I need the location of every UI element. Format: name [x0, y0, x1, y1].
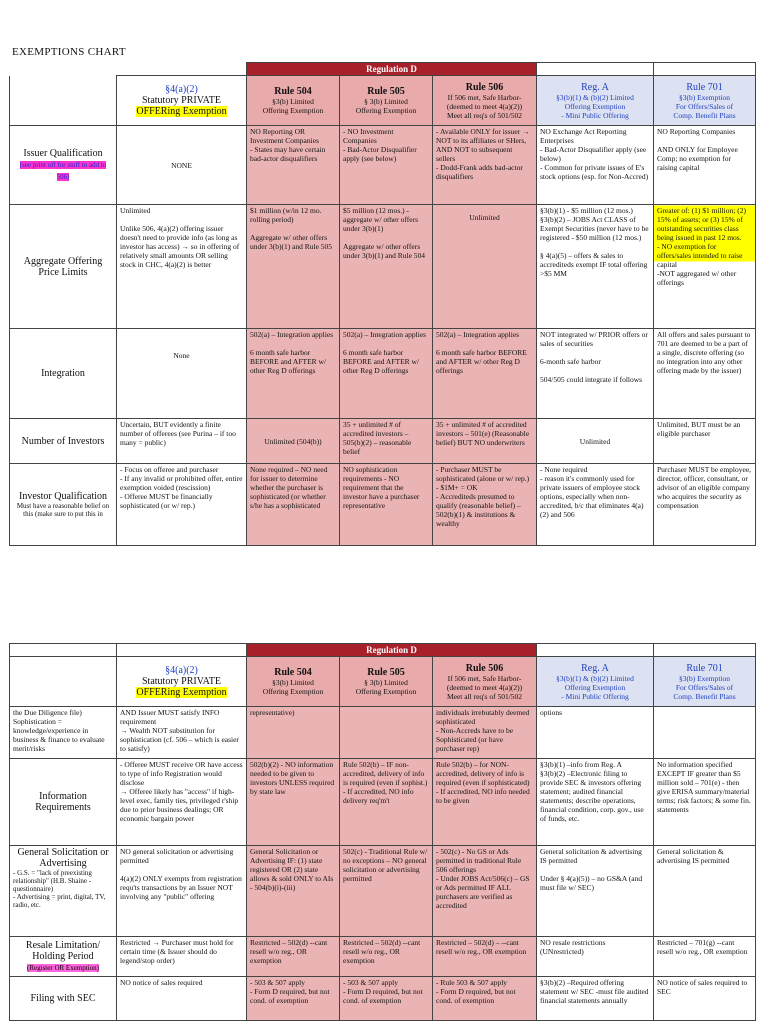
cell-info-4a2: - Offeree MUST receive OR have access to type of info Registration would disclose → Offeree likely has "access" if high-level exec, family ties, privileged r'ship due to prior business dealings; OR economic bargain power	[117, 759, 247, 846]
row-label-issuer: Issuer Qualification (see print off for stuff to add to 506)	[10, 126, 117, 205]
cell-info-505: Rule 502(b) – IF non-accredited, delivery of info is required (even if sophist.) - If accredited, NO info delivery req'm't	[340, 759, 433, 846]
cell-filing-506: - Rule 503 & 507 apply - Form D required, but not cond. of exemption	[433, 977, 537, 1021]
col-head-rule-504: Rule 504 §3(b) Limited Offering Exemption	[247, 76, 340, 126]
cell-aggregate-506: Unlimited	[433, 205, 537, 329]
cell-resale-rega: NO resale restrictions (UNrestricted)	[537, 937, 654, 977]
regulation-d-header: Regulation D	[247, 63, 537, 76]
row-label-number: Number of Investors	[10, 419, 117, 464]
cell-investor-505: NO sophistication requirements - NO requirement that the investor have a purchaser representative	[340, 464, 433, 546]
cell-integration-rega: NOT integrated w/ PRIOR offers or sales of securities 6-month safe harbor 504/505 could integrate if follows	[537, 329, 654, 419]
cell-general-rega: General solicitation & advertising IS permitted Under § 4(a)(5)) – no GS&A (and must file w/ SEC)	[537, 846, 654, 937]
cell-issuer-701: NO Reporting Companies AND ONLY for Employee Comp; no exemption for raising capital	[654, 126, 756, 205]
cell-issuer-4a2: NONE	[117, 126, 247, 205]
col-head-rule-506: Rule 506 If 506 met, Safe Harbor- (deemed to meet 4(a)(2)) Meet all req's of 501/502	[433, 76, 537, 126]
col-head-rule-506-2: Rule 506 If 506 met, Safe Harbor- (deemed to meet 4(a)(2)) Meet all req's of 501/502	[433, 657, 537, 707]
cell-general-504: General Solicitation or Advertising IF: (1) state registered OR (2) state allows & sold ONLY to AIs - 504(b)(i)-(iii)	[247, 846, 340, 937]
col-head-4a2: §4(a)(2) Statutory PRIVATE OFFERing Exemption	[117, 76, 247, 126]
cell-cont-4a2: AND Issuer MUST satisfy INFO requirement → Wealth NOT substitution for sophistication (cf. 506 – which is easier to satisfy)	[117, 707, 247, 759]
col-head-rule-701-2: Rule 701 §3(b) Exemption For Offers/Sales of Comp. Benefit Plans	[654, 657, 756, 707]
issuer-note: (see print off for stuff to add to 506)	[19, 160, 107, 181]
regulation-d-header-2: Regulation D	[247, 644, 537, 657]
row-integration	[10, 329, 756, 419]
cell-info-701: No information specified EXCEPT IF greater than $5 million sold – 701(e) - then give ERISA summary/material terms; risk factors; & some fin. statements	[654, 759, 756, 846]
col-head-rule-504-2: Rule 504 §3(b) Limited Offering Exemption	[247, 657, 340, 707]
page-title: EXEMPTIONS CHART	[12, 46, 126, 58]
cell-issuer-505: - NO Investment Companies - Bad-Actor Disqualifier apply (see below)	[340, 126, 433, 205]
cell-aggregate-rega: §3(b)(1) - $5 million (12 mos.) §3(b)(2) – JOBS Act CLASS of Exempt Securities (never have to be registered - $50 million (12 mos.) § 4(a)(5) – offers & sales to accrediteds exempt IF total offering >$5 MM	[537, 205, 654, 329]
cell-info-rega: §3(b)(1) –info from Reg. A §3(b)(2) –Electronic filing to provide SEC & investors offering statement; audited financial statements; describe operations, financial condition, corp. gov., use of funds, etc.	[537, 759, 654, 846]
cell-cont-504: representative)	[247, 707, 340, 759]
row-issuer-qualification	[10, 126, 756, 205]
row-continued	[10, 707, 756, 759]
general-sub: - G.S. = "lack of preexisting relationship" (H.B. Shaine - questionnaire) - Advertising = print, digital, TV, radio, etc.	[13, 869, 106, 909]
col-head-rule-505: Rule 505 § 3(b) Limited Offering Exemption	[340, 76, 433, 126]
cell-investor-701: Purchaser MUST be employee, director, officer, consultant, or advisor of an eligible company who acquires the security as compensation	[654, 464, 756, 546]
cell-number-505: 35 + unlimited # of accredited investors – 505(b)(2) – reasonable belief	[340, 419, 433, 464]
cell-filing-4a2: NO notice of sales required	[117, 977, 247, 1021]
col-head-reg-a-2: Reg. A §3(b)(1) & (b)(2) Limited Offering Exemption - Mini Public Offering	[537, 657, 654, 707]
cell-cont-rega: options	[537, 707, 654, 759]
row-label-continued: the Due Diligence file) Sophistication = knowledge/experience in business & finance to evaluate merit/risks	[10, 707, 117, 759]
cell-investor-506: - Purchaser MUST be sophisticated (alone or w/ rep.) - $1M+ = OK - Accrediteds presumed to qualify (reasonable belief) – 502(b)(1) & institutions & wealthy	[433, 464, 537, 546]
row-resale-limitation	[10, 937, 756, 977]
cell-number-504: Unlimited (504(b))	[247, 419, 340, 464]
cell-resale-701: Restricted – 701(g) --cant resell w/o reg., OR exemption	[654, 937, 756, 977]
col-head-rule-701: Rule 701 §3(b) Exemption For Offers/Sales of Comp. Benefit Plans	[654, 76, 756, 126]
cell-issuer-506: - Available ONLY for issuer → NOT to its affiliates or SHers, AND NOT to subsequent sellers - Dodd-Frank adds bad-actor disqualifiers	[433, 126, 537, 205]
row-general-solicitation	[10, 846, 756, 937]
exemptions-table-bottom	[9, 643, 756, 1021]
cell-integration-505: 502(a) – Integration applies 6 month safe harbor BEFORE and AFTER w/ other Reg D offerings	[340, 329, 433, 419]
cell-cont-701	[654, 707, 756, 759]
cell-integration-506: 502(a) – Integration applies 6 month safe harbor BEFORE and AFTER w/ other Reg D offerings	[433, 329, 537, 419]
cell-number-4a2: Uncertain, BUT evidently a finite number of offerees (see Purina – if too many = public)	[117, 419, 247, 464]
cell-aggregate-701: Greater of: (1) $1 million; (2) 15% of assets; or (3) 15% of outstanding securities class being issued in past 12 mos. - NO exemption for offers/sales intended to raise capital -NOT aggregated w/ other offerings	[654, 205, 756, 329]
investor-sub: Must have a reasonable belief on this (make sure to put this in	[16, 502, 110, 518]
exemptions-table-top	[9, 62, 756, 546]
cell-integration-701: All offers and sales pursuant to 701 are deemed to be a part of a single, discrete offering (so no integration into any other offering made by the issuer)	[654, 329, 756, 419]
cell-resale-4a2: Restricted → Purchaser must hold for certain time (& Issuer should do legend/stop order)	[117, 937, 247, 977]
row-label-resale: Resale Limitation/ Holding Period (Register OR Exemption)	[10, 937, 117, 977]
cell-resale-504: Restricted – 502(d) --cant resell w/o reg., OR exemption	[247, 937, 340, 977]
row-information-requirements	[10, 759, 756, 846]
cell-filing-rega: §3(b)(2) –Required offering statement w/ SEC -must file audited financial statements annually	[537, 977, 654, 1021]
col-head-reg-a: Reg. A §3(b)(1) & (b)(2) Limited Offering Exemption - Mini Public Offering	[537, 76, 654, 126]
cell-investor-4a2: - Focus on offeree and purchaser - If any invalid or prohibited offer, entire exemption voided (rescission) - Offeree MUST be financially sophisticated (or w/ rep.)	[117, 464, 247, 546]
cell-general-506: - 502(c) - No GS or Ads permitted in traditional Rule 506 offerings - Under JOBS Act/506(c) – GS or Ads permitted IF ALL purchasers are verified as accredited	[433, 846, 537, 937]
cell-number-506: 35 + unlimited # of accredited investors – 501(e) (Reasonable belief) BUT NO underwriters	[433, 419, 537, 464]
row-label-filing: Filing with SEC	[10, 977, 117, 1021]
cell-info-504: 502(b)(2) - NO information needed to be given to investors UNLESS required by state law	[247, 759, 340, 846]
row-label-integration: Integration	[10, 329, 117, 419]
row-aggregate-limits	[10, 205, 756, 329]
cell-aggregate-4a2: Unlimited Unlike 506, 4(a)(2) offering issuer doesn't need to provide info (as long as investor has access) → so in offering of relatively small amounts OR selling stock in CHC, 4(a)(2) is better	[117, 205, 247, 329]
cell-investor-rega: - None required - reason it's commonly used for private issuers of employee stock options, especially when non-accredited, b/c that eliminates 4(a)(2) and 506	[537, 464, 654, 546]
cell-info-506: Rule 502(b) – for NON-accredited, delivery of info is required (even if sophisticated) - If accredited, NO info needed to be given	[433, 759, 537, 846]
row-label-investor: Investor Qualification Must have a reasonable belief on this (make sure to put this in	[10, 464, 117, 546]
row-label-aggregate: Aggregate Offering Price Limits	[10, 205, 117, 329]
cell-filing-505: - 503 & 507 apply - Form D required, but not cond. of exemption	[340, 977, 433, 1021]
resale-note: (Register OR Exemption)	[27, 963, 99, 972]
cell-general-701: General solicitation & advertising IS permitted	[654, 846, 756, 937]
col-head-4a2-2: §4(a)(2) Statutory PRIVATE OFFERing Exemption	[117, 657, 247, 707]
cell-issuer-rega: NO Exchange Act Reporting Enterprises - Bad-Actor Disqualifier apply (see below) - Common for private issues of E's stock options (esp. for Non-Accred)	[537, 126, 654, 205]
cell-cont-506: individuals irrebutably deemed sophisticated - Non-Accreds have to be Sophisticated (or have purchaser rep)	[433, 707, 537, 759]
col-head-rule-505-2: Rule 505 § 3(b) Limited Offering Exemption	[340, 657, 433, 707]
cell-filing-504: - 503 & 507 apply - Form D required, but not cond. of exemption	[247, 977, 340, 1021]
row-number-investors	[10, 419, 756, 464]
cell-general-505: 502(c) - Traditional Rule w/ no exceptions – NO general solicitation or advertising permitted	[340, 846, 433, 937]
cell-issuer-504: NO Reporting OR Investment Companies - States may have certain bad-actor disqualifiers	[247, 126, 340, 205]
cell-resale-506: Restricted – 502(d) – --cant resell w/o reg., OR exemption	[433, 937, 537, 977]
cell-general-4a2: NO general solicitation or advertising permitted 4(a)(2) ONLY exempts from registration requ'ts transactions by an Issuer NOT involving any "public" offering	[117, 846, 247, 937]
cell-resale-505: Restricted – 502(d) --cant resell w/o reg., OR exemption	[340, 937, 433, 977]
cell-investor-504: None required – NO need for issuer to determine whether the purchaser is sophisticated (or whether s/he has a sophisticated	[247, 464, 340, 546]
cell-aggregate-505: $5 million (12 mos.) - aggregate w/ other offers under 3(b)(1) Aggregate w/ other offers under 3(b)(1) and Rule 504	[340, 205, 433, 329]
cell-number-rega: Unlimited	[537, 419, 654, 464]
cell-integration-4a2: None	[117, 329, 247, 419]
row-label-general: General Solicitation or Advertising - G.S. = "lack of preexisting relationship" (H.B. Shaine - questionnaire) - Advertising = print, digital, TV, radio, etc.	[10, 846, 117, 937]
cell-cont-505	[340, 707, 433, 759]
row-filing-sec	[10, 977, 756, 1021]
cell-aggregate-504: $1 million (w/in 12 mo. rolling period) Aggregate w/ other offers under 3(b)(1) and Rule 505	[247, 205, 340, 329]
row-label-info: Information Requirements	[10, 759, 117, 846]
cell-integration-504: 502(a) – Integration applies 6 month safe harbor BEFORE and AFTER w/ other Reg D offerings	[247, 329, 340, 419]
cell-filing-701: NO notice of sales required to SEC	[654, 977, 756, 1021]
row-investor-qualification	[10, 464, 756, 546]
cell-number-701: Unlimited, BUT must be an eligible purchaser	[654, 419, 756, 464]
